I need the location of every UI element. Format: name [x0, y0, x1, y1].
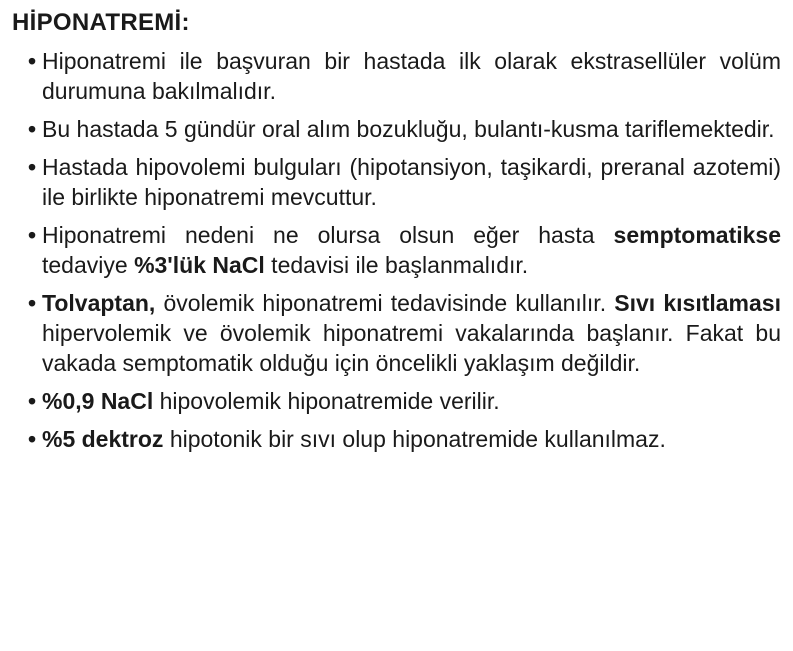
bullet-text: övolemik hiponatremi tedavisinde kullanılır.	[155, 290, 615, 316]
bullet-text: Hiponatremi ile başvuran bir hastada ilk olarak ekstrasellüler volüm durumuna bakılmalıdır.	[42, 48, 781, 104]
bullet-item	[12, 288, 793, 378]
bullet-item	[12, 386, 793, 416]
bullet-text: tedaviye	[42, 252, 135, 278]
bullet-text: tedavisi ile başlanmalıdır.	[264, 252, 529, 278]
bullet-text-bold: Sıvı kısıtlaması	[614, 290, 781, 316]
bullet-dot-icon: •	[28, 154, 37, 180]
bullet-item	[12, 424, 793, 454]
bullet-dot-icon: •	[28, 426, 37, 452]
bullet-dot-icon: •	[28, 222, 37, 248]
bullet-dot-icon: •	[28, 388, 37, 414]
bullet-item	[12, 220, 793, 280]
bullet-text-bold: semptomatikse	[613, 222, 781, 248]
bullet-list	[12, 46, 793, 454]
bullet-text: hipervolemik ve övolemik hiponatremi vakalarında başlanır. Fakat bu vakada semptomatik olduğu için öncelikli yaklaşım değildir.	[42, 320, 781, 376]
bullet-text-bold: %5 dektroz	[42, 426, 164, 452]
bullet-text: hipotonik bir sıvı olup hiponatremide kullanılmaz.	[163, 426, 666, 452]
page-title: HİPONATREMİ:	[12, 9, 190, 36]
bullet-text-bold: Tolvaptan,	[42, 290, 156, 316]
bullet-dot-icon: •	[28, 290, 37, 316]
bullet-text: Hastada hipovolemi bulguları (hipotansiyon, taşikardi, preranal azotemi) ile birlikte hiponatremi mevcuttur.	[42, 154, 781, 210]
bullet-item	[12, 152, 793, 212]
bullet-text: Hiponatremi nedeni ne olursa olsun eğer hasta	[42, 222, 614, 248]
bullet-dot-icon: •	[28, 48, 37, 74]
bullet-item	[12, 114, 793, 144]
bullet-text-bold: %0,9 NaCl	[42, 388, 154, 414]
bullet-text: Bu hastada 5 gündür oral alım bozukluğu, bulantı-kusma tariflemektedir.	[42, 116, 775, 142]
bullet-text: hipovolemik hiponatremide verilir.	[153, 388, 500, 414]
bullet-text-bold: %3'lük NaCl	[134, 252, 265, 278]
bullet-dot-icon: •	[28, 116, 37, 142]
bullet-item	[12, 46, 793, 106]
